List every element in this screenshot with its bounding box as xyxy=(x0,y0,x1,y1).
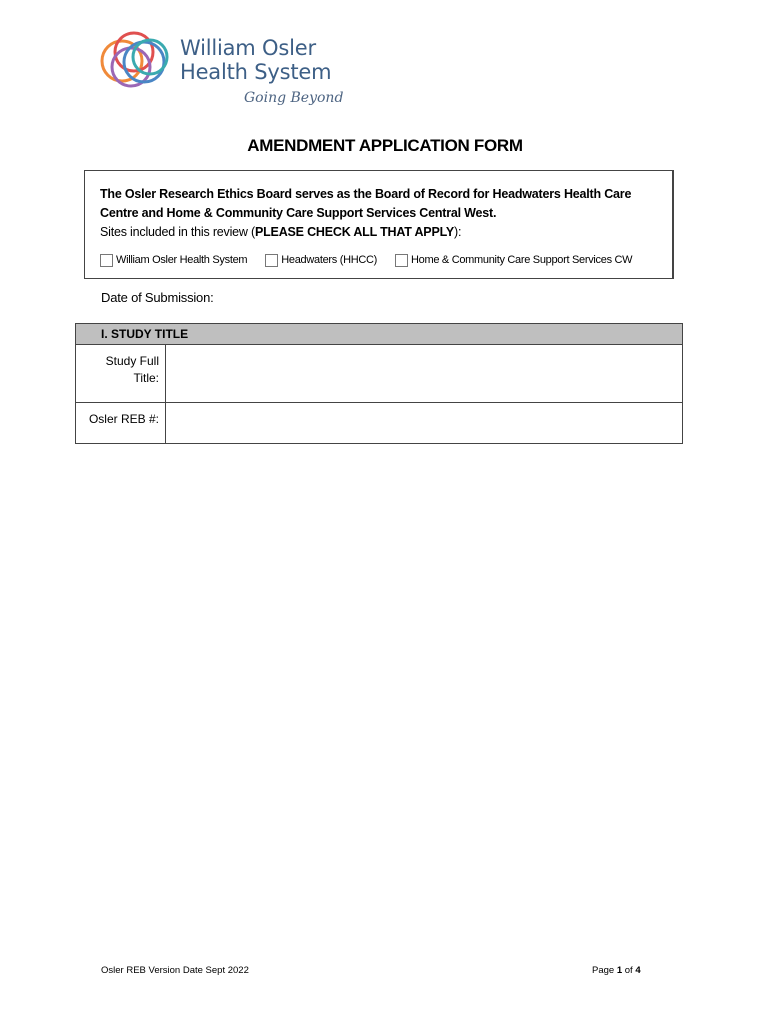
osler-reb-field[interactable] xyxy=(166,403,682,443)
intro-box xyxy=(84,170,674,279)
page-total: 4 xyxy=(635,965,641,976)
intro-line1: The Osler Research Ethics Board serves as the Board of Record for Headwaters Health Care xyxy=(100,187,632,201)
study-title-section xyxy=(75,323,683,444)
checkbox-headwaters[interactable] xyxy=(265,254,278,267)
checkbox-osler[interactable] xyxy=(100,254,113,267)
study-full-title-label xyxy=(76,345,166,402)
rings-logo-icon xyxy=(98,30,178,92)
site-checkbox-osler[interactable] xyxy=(100,251,247,270)
form-title: AMENDMENT APPLICATION FORM xyxy=(247,136,523,155)
sites-instruction xyxy=(100,223,672,242)
footer-page-number xyxy=(592,965,641,976)
page-of: of xyxy=(624,965,633,976)
logo-name-line1: William Osler xyxy=(180,36,316,60)
date-of-submission-label: Date of Submission: xyxy=(101,290,214,305)
sites-prefix: Sites included in this review ( xyxy=(100,225,255,239)
osler-logo xyxy=(98,30,358,112)
table-row xyxy=(76,345,682,403)
osler-reb-label: Osler REB #: xyxy=(76,403,166,443)
section-header: I. STUDY TITLE xyxy=(76,324,682,345)
checkbox-label-hccss: Home & Community Care Support Services CW xyxy=(411,254,633,266)
study-full-title-field[interactable] xyxy=(166,345,682,402)
sites-suffix: ): xyxy=(454,225,462,239)
site-checkbox-headwaters[interactable] xyxy=(265,251,377,270)
checkbox-label-osler: William Osler Health System xyxy=(116,254,248,266)
sites-bold: PLEASE CHECK ALL THAT APPLY xyxy=(254,225,455,239)
page-word: Page xyxy=(592,965,615,976)
footer-version: Osler REB Version Date Sept 2022 xyxy=(101,965,249,976)
label-line2: Title: xyxy=(133,371,159,385)
checkbox-hccss[interactable] xyxy=(395,254,408,267)
site-checkbox-hccss[interactable] xyxy=(395,251,632,270)
logo-name-line2: Health System xyxy=(180,60,332,84)
site-checkboxes xyxy=(100,251,672,270)
intro-line2: Centre and Home & Community Care Support Services Central West. xyxy=(100,206,497,220)
table-row xyxy=(76,403,682,443)
checkbox-label-headwaters: Headwaters (HHCC) xyxy=(281,254,378,266)
page-current: 1 xyxy=(616,965,623,976)
label-line1: Study Full xyxy=(105,354,159,368)
logo-tagline: Going Beyond xyxy=(244,90,344,106)
